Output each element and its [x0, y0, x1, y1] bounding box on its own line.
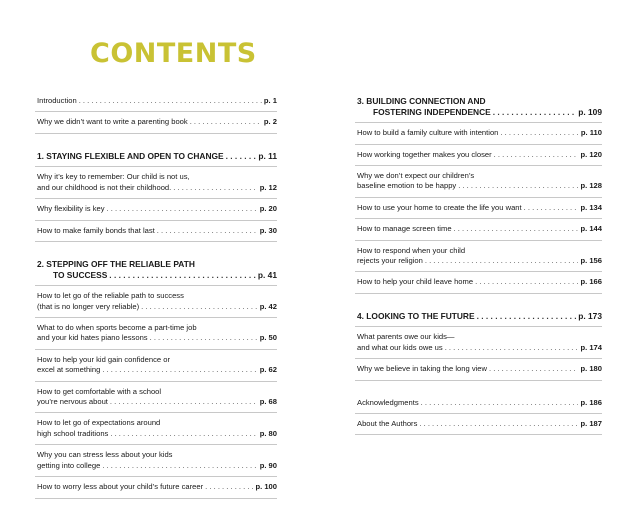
toc-entry-text: Why flexibility is key [37, 204, 105, 214]
toc-entry-text: and our childhood is not their childhood. [37, 182, 172, 192]
toc-entry [35, 413, 277, 445]
dot-leader [110, 397, 258, 407]
toc-entry-text: What to do when sports become a part-time job [37, 323, 197, 333]
toc-page-number: p. 156 [580, 256, 602, 266]
toc-page-number: p. 41 [257, 269, 277, 280]
toc-entry [35, 445, 277, 477]
toc-page-number: p. 12 [259, 182, 277, 192]
dot-leader [190, 117, 262, 127]
toc-entry [355, 123, 602, 144]
toc-entry-text: How to manage screen time [357, 224, 452, 234]
toc-entry [355, 241, 602, 273]
toc-page-number: p. 80 [259, 428, 277, 438]
toc-entry-text: FOSTERING INDEPENDENCE [373, 106, 491, 117]
dot-leader [494, 150, 579, 160]
toc-entry-text: high school traditions [37, 428, 109, 438]
toc-entry-text: How to get comfortable with a school [37, 386, 162, 396]
dot-leader [454, 224, 579, 234]
toc-entry-text: rejects your religion [357, 256, 423, 266]
toc-entry [35, 382, 277, 414]
dot-leader [110, 429, 257, 439]
toc-page-number: p. 180 [580, 364, 602, 374]
toc-entry-text: Why you can stress less about your kids [37, 450, 173, 460]
toc-page-number: p. 173 [578, 310, 602, 321]
toc-entry-text: (that is no longer very reliable) [37, 301, 140, 311]
toc-entry [355, 359, 602, 380]
toc-page-number: p. 11 [258, 150, 277, 161]
toc-entry-text: How to help your child leave home [357, 277, 474, 287]
toc-page-number: p. 20 [259, 204, 277, 214]
dot-leader [79, 96, 262, 106]
toc-section-heading [35, 146, 277, 168]
toc-page-number: p. 42 [259, 301, 277, 311]
toc-page-number: p. 62 [259, 365, 277, 375]
dot-leader [173, 183, 257, 193]
toc-page-number: p. 120 [580, 149, 602, 159]
toc-entry-text: What parents owe our kids— [357, 332, 455, 342]
toc-entry-text: How to let go of the reliable path to success [37, 291, 184, 301]
toc-entry-text: How to respond when your child [357, 245, 466, 255]
toc-page-number: p. 144 [580, 224, 602, 234]
toc-entry-text: Acknowledgments [357, 397, 419, 407]
dot-leader [107, 204, 258, 214]
toc-entry [35, 221, 277, 242]
toc-entry-text: 1. STAYING FLEXIBLE AND OPEN TO CHANGE [37, 150, 224, 161]
toc-entry [355, 198, 602, 219]
toc-entry [35, 350, 277, 382]
toc-entry-text: Introduction [37, 96, 77, 105]
toc-page-number: p. 1 [263, 96, 277, 105]
toc-entry-text: and what our kids owe us [357, 342, 443, 352]
dot-leader [421, 398, 579, 408]
dot-leader [205, 482, 253, 492]
toc-entry-text: TO SUCCESS [53, 269, 108, 280]
dot-leader [475, 277, 578, 287]
toc-entry-text: How to let go of expectations around [37, 418, 161, 428]
toc-entry-text: you’re nervous about [37, 397, 108, 407]
toc-page-number: p. 50 [259, 333, 277, 343]
toc-entry-text: Why we don’t expect our children’s [357, 171, 475, 180]
toc-entry [35, 477, 277, 498]
toc-entry [355, 327, 602, 359]
toc-page-number: p. 174 [580, 342, 602, 352]
toc-entry [35, 318, 277, 350]
toc-entry-text: 2. STEPPING OFF THE RELIABLE PATH [37, 259, 195, 270]
toc-entry [35, 91, 277, 112]
dot-leader [102, 461, 257, 471]
toc-page-number: p. 90 [259, 460, 277, 470]
dot-leader [226, 151, 257, 162]
dot-leader [477, 311, 577, 322]
toc-entry-text: How to make family bonds that last [37, 225, 155, 235]
toc-entry [355, 166, 602, 198]
toc-page-number: p. 100 [255, 482, 277, 492]
dot-leader [500, 128, 578, 138]
toc-entry [355, 272, 602, 293]
toc-entry-text: and your kid hates piano lessons [37, 333, 148, 343]
dot-leader [445, 343, 579, 353]
dot-leader [102, 365, 257, 375]
dot-leader [524, 203, 579, 213]
toc-entry [35, 167, 277, 199]
page-title: CONTENTS [90, 38, 257, 69]
toc-entry-text: Why we didn’t want to write a parenting book [37, 117, 188, 127]
toc-entry-text: baseline emotion to be happy [357, 181, 457, 191]
toc-page-number: p. 30 [259, 225, 277, 235]
toc-entry-text: 3. BUILDING CONNECTION AND [357, 96, 486, 106]
toc-entry-text: How to help your kid gain confidence or [37, 354, 170, 364]
toc-entry-text: getting into college [37, 460, 101, 470]
dot-leader [150, 333, 258, 343]
toc-right-column [355, 91, 602, 435]
dot-leader [157, 226, 258, 236]
dot-leader [109, 270, 256, 281]
toc-entry [355, 219, 602, 240]
toc-page-number: p. 166 [580, 277, 602, 287]
toc-page-number: p. 109 [578, 106, 602, 117]
toc-entry [35, 199, 277, 220]
dot-leader [419, 419, 578, 429]
toc-entry-text: Why we believe in taking the long view [357, 364, 488, 374]
toc-page-number: p. 2 [263, 117, 277, 127]
toc-entry-text: excel at something [37, 365, 101, 375]
dot-leader [493, 107, 577, 118]
toc-page-number: p. 128 [580, 181, 602, 191]
dot-leader [141, 302, 258, 312]
toc-section-heading [355, 91, 602, 123]
toc-entry-text: Why it’s key to remember: Our child is not us, [37, 172, 190, 182]
toc-entry [355, 414, 602, 435]
dot-leader [425, 256, 579, 266]
toc-entry [355, 393, 602, 414]
toc-entry-text: How to worry less about your child’s future career [37, 482, 204, 492]
toc-entry-text: How to build a family culture with intention [357, 128, 499, 138]
toc-entry [35, 112, 277, 133]
dot-leader [458, 181, 578, 191]
toc-page-number: p. 186 [580, 397, 602, 407]
toc-page-number: p. 134 [580, 202, 602, 212]
toc-entry [35, 286, 277, 318]
toc-page-number: p. 68 [259, 397, 277, 407]
toc-entry [355, 145, 602, 166]
toc-page-number: p. 110 [580, 128, 602, 138]
toc-entry-text: About the Authors [357, 419, 418, 429]
toc-entry-text: How to use your home to create the life you want [357, 202, 522, 212]
toc-entry-text: How working together makes you closer [357, 149, 492, 159]
toc-page-number: p. 187 [580, 419, 602, 429]
toc-section-heading [355, 306, 602, 328]
toc-section-heading [35, 254, 277, 286]
toc-entry-text: 4. LOOKING TO THE FUTURE [357, 310, 475, 321]
dot-leader [489, 364, 578, 374]
toc-left-column [35, 91, 277, 499]
